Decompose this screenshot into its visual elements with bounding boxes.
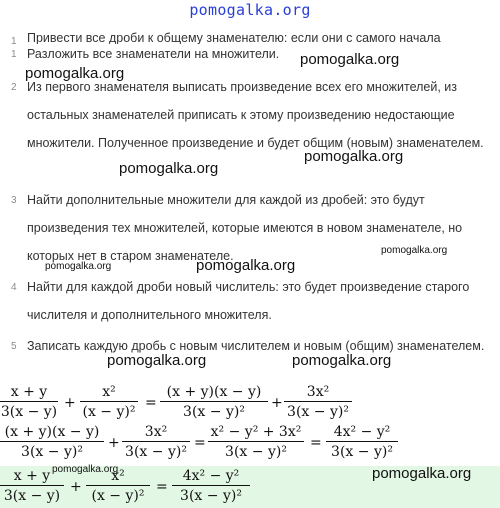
plus-sign: + bbox=[70, 479, 82, 495]
equals-sign: = bbox=[156, 479, 168, 495]
watermark: pomogalka.org bbox=[107, 352, 207, 369]
step-text: Привести все дроби к общему знаменателю: если они с самого начала bbox=[27, 31, 441, 44]
numerator: 3x² bbox=[306, 384, 330, 400]
numerator: x² bbox=[102, 384, 116, 400]
fraction bbox=[80, 384, 138, 420]
denominator: 3(x − y)² bbox=[180, 488, 242, 504]
numerator: x + y bbox=[13, 468, 51, 484]
watermark: pomogalka.org bbox=[119, 160, 219, 177]
step-number: 3 bbox=[11, 195, 17, 206]
denominator: 3(x − y)² bbox=[183, 404, 245, 420]
denominator: 3(x − y)² bbox=[287, 404, 349, 420]
step-number: 4 bbox=[11, 282, 17, 293]
equals-sign: = bbox=[194, 435, 206, 451]
denominator: 3(x − y)² bbox=[125, 444, 187, 460]
step-number: 1 bbox=[11, 49, 17, 60]
watermark-small: pomogalka.org bbox=[381, 245, 448, 256]
step-text: Записать каждую дробь с новым числителем и новым (общим) знаменателем. bbox=[27, 339, 485, 353]
fraction bbox=[172, 468, 250, 504]
numerator: x² bbox=[111, 468, 125, 484]
denominator: 3(x − y)² bbox=[331, 444, 393, 460]
watermark-small: pomogalka.org bbox=[45, 261, 112, 272]
step-number: 2 bbox=[11, 82, 17, 93]
watermark: pomogalka.org bbox=[300, 51, 400, 68]
watermark: pomogalka.org bbox=[25, 65, 125, 82]
fraction bbox=[0, 384, 58, 420]
fraction bbox=[122, 424, 190, 460]
equals-sign: = bbox=[310, 435, 322, 451]
step-number: 5 bbox=[11, 341, 17, 352]
denominator: 3(x − y) bbox=[0, 404, 58, 420]
denominator: (x − y)² bbox=[91, 488, 145, 504]
fraction bbox=[326, 424, 398, 460]
denominator: 3(x − y) bbox=[3, 488, 61, 504]
fraction bbox=[208, 424, 304, 460]
plus-sign: + bbox=[271, 395, 283, 411]
fraction bbox=[284, 384, 352, 420]
plus-sign: + bbox=[64, 395, 76, 411]
plus-sign: + bbox=[108, 435, 120, 451]
watermark: pomogalka.org bbox=[292, 352, 392, 369]
numerator: x + y bbox=[10, 384, 48, 400]
fraction bbox=[160, 384, 268, 420]
watermark: pomogalka.org bbox=[196, 257, 296, 274]
step-text: Найти дополнительные множители для каждой из дробей: это будут произведения тех множителей, которые имеются в новом знаменателе, но которых нет в старом знаменателе. bbox=[27, 193, 463, 263]
numerator: (x + y)(x − y) bbox=[4, 424, 100, 440]
site-watermark-top: pomogalka.org bbox=[189, 1, 311, 19]
numerator: 3x² bbox=[144, 424, 168, 440]
numerator: x² − y² + 3x² bbox=[210, 424, 302, 440]
step-text: Найти для каждой дроби новый числитель: это будет произведение старого числителя и дополнительного множителя. bbox=[27, 280, 470, 322]
formula-1 bbox=[0, 384, 500, 424]
numerator: 4x² − y² bbox=[182, 468, 240, 484]
watermark-small: pomogalka.org bbox=[52, 464, 119, 475]
watermark: pomogalka.org bbox=[372, 465, 472, 482]
equals-sign: = bbox=[145, 395, 157, 411]
denominator: 3(x − y)² bbox=[21, 444, 83, 460]
denominator: (x − y)² bbox=[82, 404, 136, 420]
watermark: pomogalka.org bbox=[304, 148, 404, 165]
step-number: 1 bbox=[11, 36, 17, 44]
step-text: Из первого знаменателя выписать произведение всех его множителей, из остальных знаменателей приписать к этому произведению недостающие множители. Полученное произведение и будет общим (новым) знаменателем. bbox=[27, 80, 484, 150]
formula-2 bbox=[0, 424, 500, 464]
numerator: 4x² − y² bbox=[333, 424, 391, 440]
numerator: (x + y)(x − y) bbox=[166, 384, 262, 400]
step-text: Разложить все знаменатели на множители. bbox=[27, 47, 280, 61]
fraction bbox=[0, 424, 104, 460]
denominator: 3(x − y)² bbox=[225, 444, 287, 460]
